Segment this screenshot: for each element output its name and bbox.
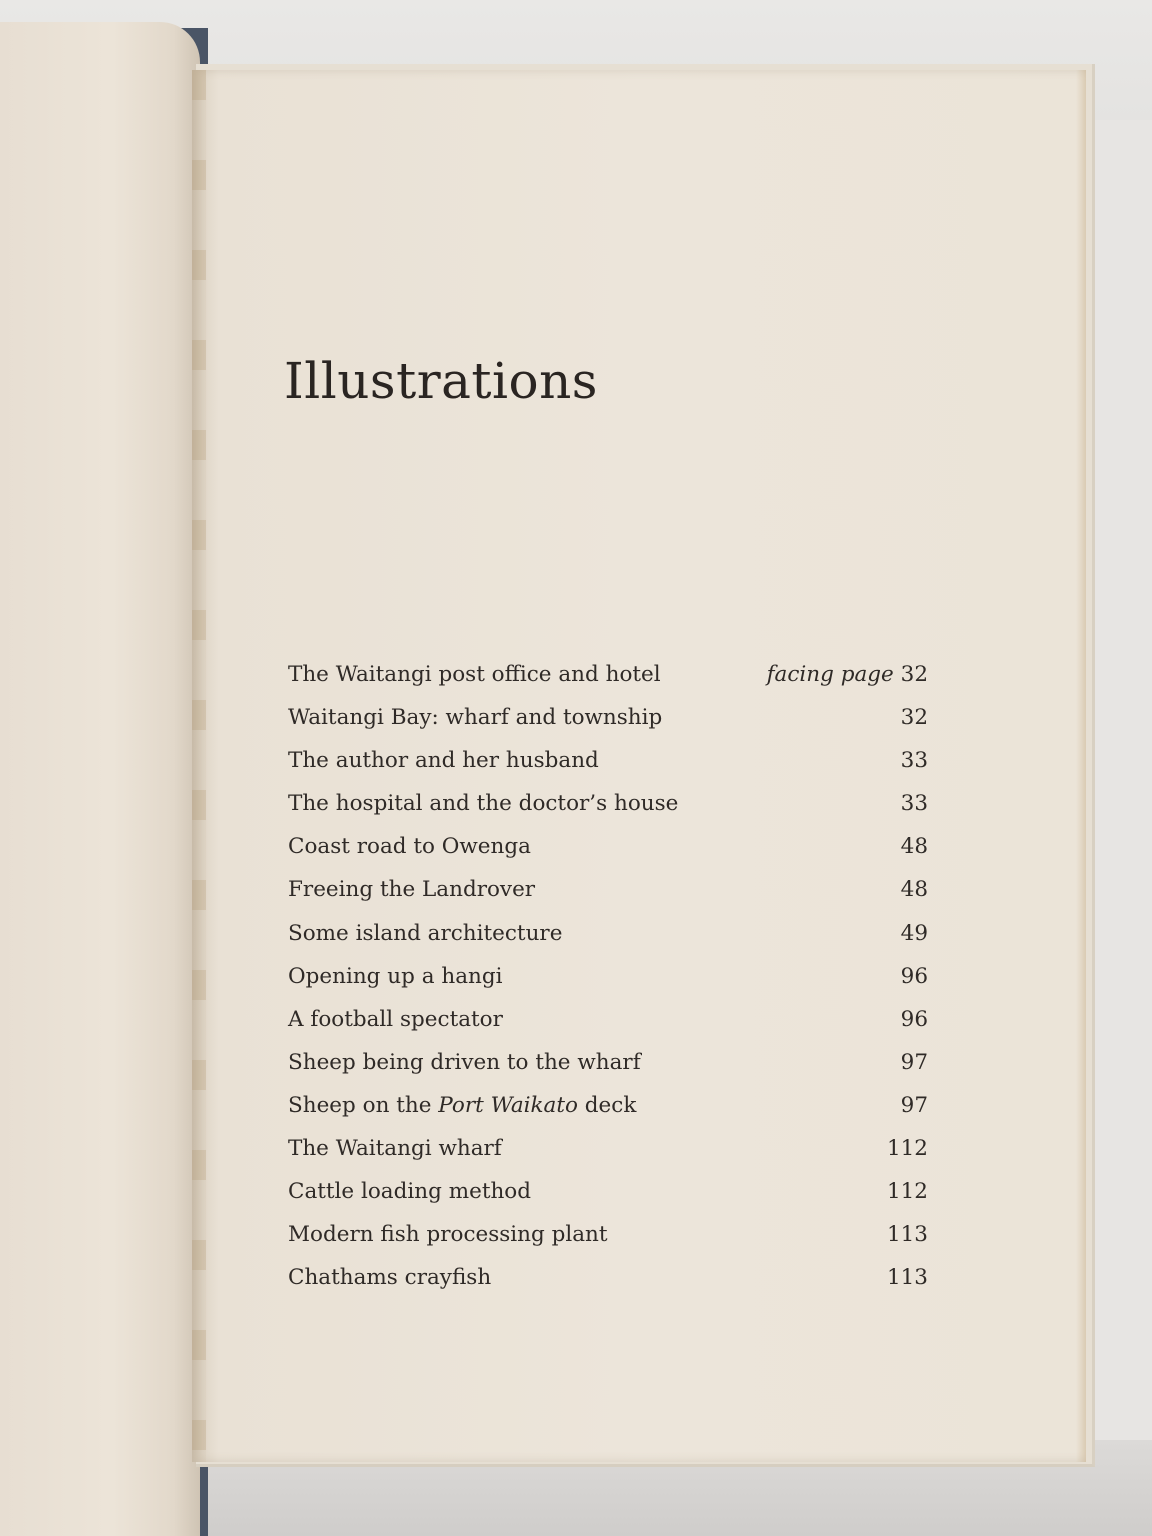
entry-title: Waitangi Bay: wharf and township <box>288 705 663 731</box>
page-number: 97 <box>900 1092 928 1118</box>
list-item <box>288 1136 928 1179</box>
illustrations-list <box>288 662 928 1308</box>
list-item <box>288 921 928 964</box>
list-item <box>288 662 928 705</box>
page-number: 97 <box>900 1049 928 1075</box>
list-item <box>288 791 928 834</box>
page-number: 96 <box>900 963 928 989</box>
page-number: 33 <box>900 791 928 817</box>
list-item <box>288 1093 928 1136</box>
list-item <box>288 834 928 877</box>
entry-title: Cattle loading method <box>288 1179 532 1205</box>
entry-title-start: Sheep on the <box>288 1092 439 1118</box>
list-item <box>288 1050 928 1093</box>
page-number: 48 <box>900 834 928 860</box>
page-number: 113 <box>886 1265 928 1291</box>
entry-title: Sheep being driven to the wharf <box>288 1049 641 1075</box>
entry-title: The Waitangi post office and hotel <box>288 662 661 687</box>
list-item <box>288 1007 928 1050</box>
ship-name: Port Waikato <box>438 1092 578 1118</box>
page-number: 112 <box>886 1136 928 1162</box>
entry-title <box>288 1093 636 1118</box>
page-heading: Illustrations <box>284 352 598 410</box>
entry-title: Some island architecture <box>288 920 563 946</box>
list-item <box>288 705 928 748</box>
entry-title: Chathams crayfish <box>288 1265 492 1291</box>
entry-title: Opening up a hangi <box>288 963 503 989</box>
entry-title: Modern fish processing plant <box>288 1222 608 1248</box>
page-number: 113 <box>886 1222 928 1248</box>
page-number: 49 <box>900 920 928 946</box>
entry-title: The author and her husband <box>288 748 599 774</box>
page-number: 96 <box>900 1006 928 1032</box>
page-number: 112 <box>886 1179 928 1205</box>
entry-title: The hospital and the doctor’s house <box>288 791 679 817</box>
list-item <box>288 748 928 791</box>
entry-title-end: deck <box>577 1092 637 1118</box>
list-item <box>288 964 928 1007</box>
edge-foxing <box>1076 70 1086 1462</box>
entry-title: Freeing the Landrover <box>288 877 536 903</box>
page-number: 48 <box>900 877 928 903</box>
left-page <box>0 22 200 1536</box>
page-number: 32 <box>900 705 928 731</box>
right-page <box>192 70 1086 1462</box>
entry-title: A football spectator <box>288 1006 503 1032</box>
list-item <box>288 1265 928 1308</box>
entry-title: Coast road to Owenga <box>288 834 531 860</box>
facing-page-label: facing page <box>766 662 894 687</box>
list-item <box>288 1222 928 1265</box>
entry-title: The Waitangi wharf <box>288 1136 502 1162</box>
entry-page <box>767 662 928 687</box>
gutter-foxing <box>192 70 206 1462</box>
page-number: 33 <box>900 748 928 774</box>
list-item <box>288 877 928 920</box>
list-item <box>288 1179 928 1222</box>
page-number: 32 <box>900 662 928 687</box>
